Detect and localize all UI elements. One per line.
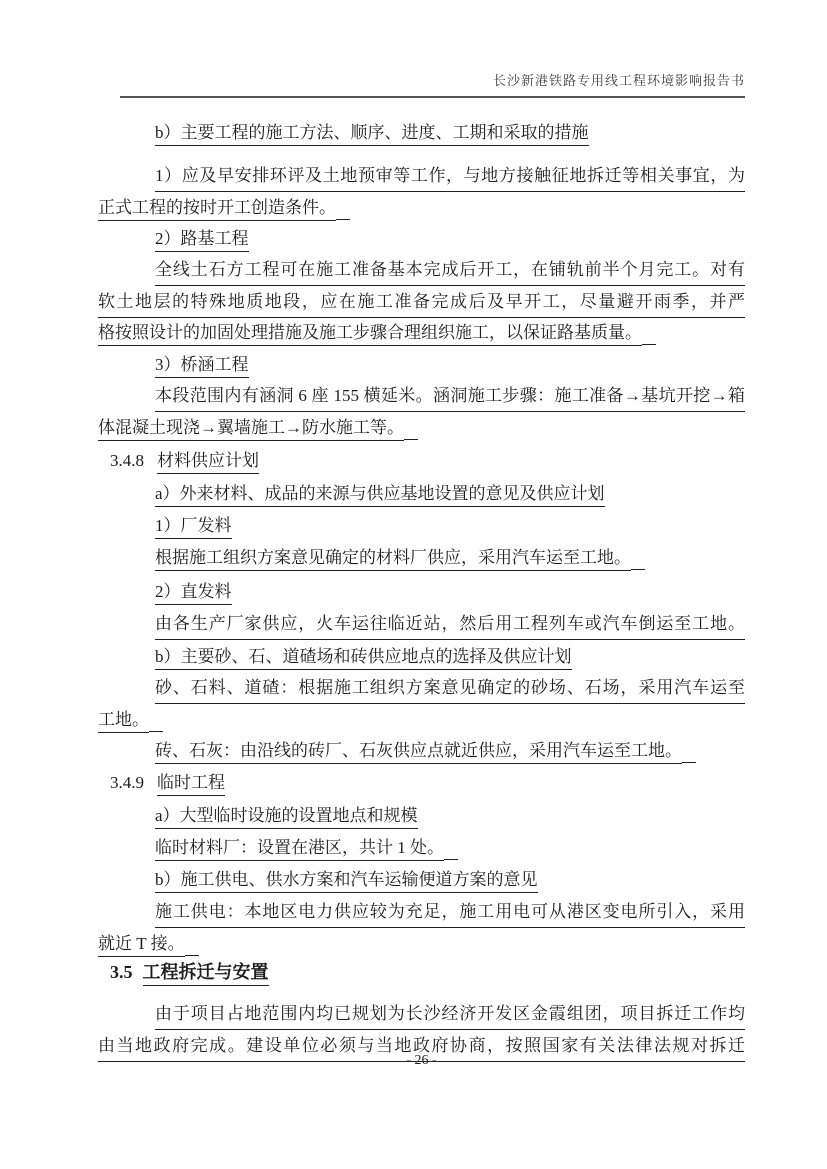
heading-number: 3.5 bbox=[110, 962, 133, 982]
heading-number: 3.4.8 bbox=[110, 451, 144, 470]
line-text: 本段范围内有涵洞 6 座 155 横延米。涵洞施工步骤：施工准备→基坑开挖→箱 bbox=[155, 384, 745, 412]
line-text: 由各生产厂家供应，火车运往临近站，然后用工程列车或汽车倒运至工地。 bbox=[155, 612, 745, 640]
line-text: 由于项目占地范围内均已规划为长沙经济开发区金霞组团，项目拆迁工作均 bbox=[155, 1002, 745, 1030]
text-line bbox=[98, 321, 745, 345]
underline-extension bbox=[336, 218, 350, 220]
underline-extension bbox=[631, 568, 645, 570]
heading-number: 3.4.9 bbox=[110, 773, 144, 792]
text-line bbox=[98, 196, 745, 220]
text-line bbox=[98, 290, 745, 318]
page-footer bbox=[98, 1053, 745, 1069]
text-line bbox=[155, 836, 745, 860]
text-line bbox=[98, 416, 745, 440]
line-text: 2）直发料 bbox=[155, 582, 232, 605]
section-heading-3-4-9 bbox=[110, 771, 745, 795]
text-line bbox=[155, 384, 745, 412]
text-line bbox=[155, 868, 745, 892]
line-text: 1）应及早安排环评及土地预审等工作，与地方接触征地拆迁等相关事宜，为 bbox=[155, 164, 745, 192]
text-line bbox=[155, 164, 745, 192]
line-text: 全线土石方工程可在施工准备基本完成后开工，在铺轨前半个月完工。对有 bbox=[155, 258, 745, 286]
line-text: 工地。 bbox=[98, 710, 149, 733]
text-line bbox=[155, 580, 745, 604]
page-header bbox=[120, 70, 745, 98]
section-heading-3-5 bbox=[110, 960, 745, 984]
line-text: 2）路基工程 bbox=[155, 229, 249, 252]
heading-title: 临时工程 bbox=[157, 773, 225, 796]
text-line bbox=[155, 514, 745, 538]
text-line bbox=[155, 353, 745, 377]
text-line bbox=[155, 227, 745, 251]
line-text: 1）厂发料 bbox=[155, 516, 232, 539]
text-line bbox=[155, 1002, 745, 1030]
line-text: 根据施工组织方案意见确定的材料厂供应，采用汽车运至工地。 bbox=[155, 548, 631, 571]
header-title: 长沙新港铁路专用线工程环境影响报告书 bbox=[492, 73, 745, 88]
line-text: b）主要工程的施工方法、顺序、进度、工期和采取的措施 bbox=[155, 123, 589, 146]
text-line bbox=[155, 900, 745, 928]
text-line bbox=[155, 258, 745, 286]
underline-extension bbox=[404, 438, 418, 440]
text-line bbox=[98, 932, 745, 956]
underline-extension bbox=[444, 858, 458, 860]
line-text: b）施工供电、供水方案和汽车运输便道方案的意见 bbox=[155, 870, 538, 893]
heading-title: 材料供应计划 bbox=[157, 451, 259, 474]
underline-extension bbox=[682, 761, 696, 763]
line-text: 砖、石灰：由沿线的砖厂、石灰供应点就近供应，采用汽车运至工地。 bbox=[155, 741, 682, 764]
line-text: a）大型临时设施的设置地点和规模 bbox=[155, 806, 418, 829]
line-text: 施工供电：本地区电力供应较为充足，施工用电可从港区变电所引入，采用 bbox=[155, 900, 745, 928]
line-text: a）外来材料、成品的来源与供应基地设置的意见及供应计划 bbox=[155, 484, 605, 507]
text-line bbox=[155, 676, 745, 704]
line-text: 软土地层的特殊地质地段，应在施工准备完成后及早开工，尽量避开雨季，并严 bbox=[98, 290, 745, 318]
page-number: - 26 - bbox=[406, 1053, 437, 1068]
line-text: 由当地政府完成。建设单位必须与当地政府协商，按照国家有关法律法规对拆迁 bbox=[98, 1034, 745, 1062]
line-text: 正式工程的按时开工创造条件。 bbox=[98, 198, 336, 221]
line-text: 格按照设计的加固处理措施及施工步骤合理组织施工，以保证路基质量。 bbox=[98, 323, 642, 346]
line-text: 体混凝土现浇→翼墙施工→防水施工等。 bbox=[98, 418, 404, 441]
text-line bbox=[98, 708, 745, 732]
text-line bbox=[155, 804, 745, 828]
text-line bbox=[155, 482, 745, 506]
line-text: 就近 T 接。 bbox=[98, 934, 185, 957]
section-heading-3-4-8 bbox=[110, 449, 745, 473]
text-line bbox=[155, 612, 745, 640]
underline-extension bbox=[642, 343, 656, 345]
line-text: 3）桥涵工程 bbox=[155, 355, 249, 378]
text-line bbox=[155, 546, 745, 570]
text-line bbox=[155, 739, 745, 763]
underline-extension bbox=[149, 730, 163, 732]
text-line bbox=[155, 645, 745, 669]
underline-extension bbox=[185, 954, 199, 956]
line-text: 砂、石料、道碴：根据施工组织方案意见确定的砂场、石场，采用汽车运至 bbox=[155, 676, 745, 704]
line-text: b）主要砂、石、道碴场和砖供应地点的选择及供应计划 bbox=[155, 647, 572, 670]
line-text: 临时材料厂：设置在港区，共计 1 处。 bbox=[155, 838, 444, 861]
heading-title: 工程拆迁与安置 bbox=[143, 962, 269, 986]
text-line bbox=[155, 121, 745, 145]
